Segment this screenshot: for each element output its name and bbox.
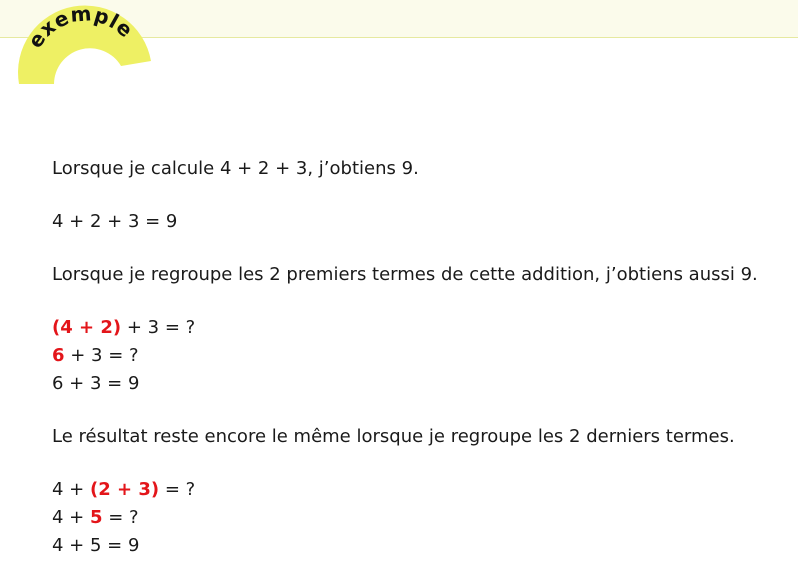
highlighted-term: (2 + 3) [89,479,160,500]
highlighted-term: (4 + 2) [52,317,122,338]
equation-text: 4 + [52,507,90,528]
paragraph-first-grouping: Lorsque je regroupe les 2 premiers termes de cette addition, j’obtiens aussi 9. [52,264,758,285]
step-line: 6 + 3 = 9 [52,373,140,394]
equation-text: 4 + [52,479,90,500]
step-line [52,314,782,342]
badge-label: exemple [22,1,139,53]
step-line [52,504,782,532]
step-line: 4 + 5 = 9 [52,535,140,556]
highlighted-term: 6 [52,345,65,366]
equation-text: = ? [159,479,196,500]
equation-total: 4 + 2 + 3 = 9 [52,211,178,232]
paragraph-last-grouping: Le résultat reste encore le même lorsque je regroupe les 2 derniers termes. [52,426,735,447]
step-line [52,342,782,370]
equation-text: = ? [102,507,139,528]
exemple-badge [0,0,170,100]
last-grouping-steps [52,476,782,560]
first-grouping-steps [52,314,782,398]
highlighted-term: 5 [89,507,103,528]
paragraph-intro: Lorsque je calcule 4 + 2 + 3, j’obtiens 9. [52,158,419,179]
equation-text: + 3 = ? [64,345,139,366]
step-line [52,476,782,504]
main-content [52,155,782,585]
equation-text: + 3 = ? [121,317,196,338]
